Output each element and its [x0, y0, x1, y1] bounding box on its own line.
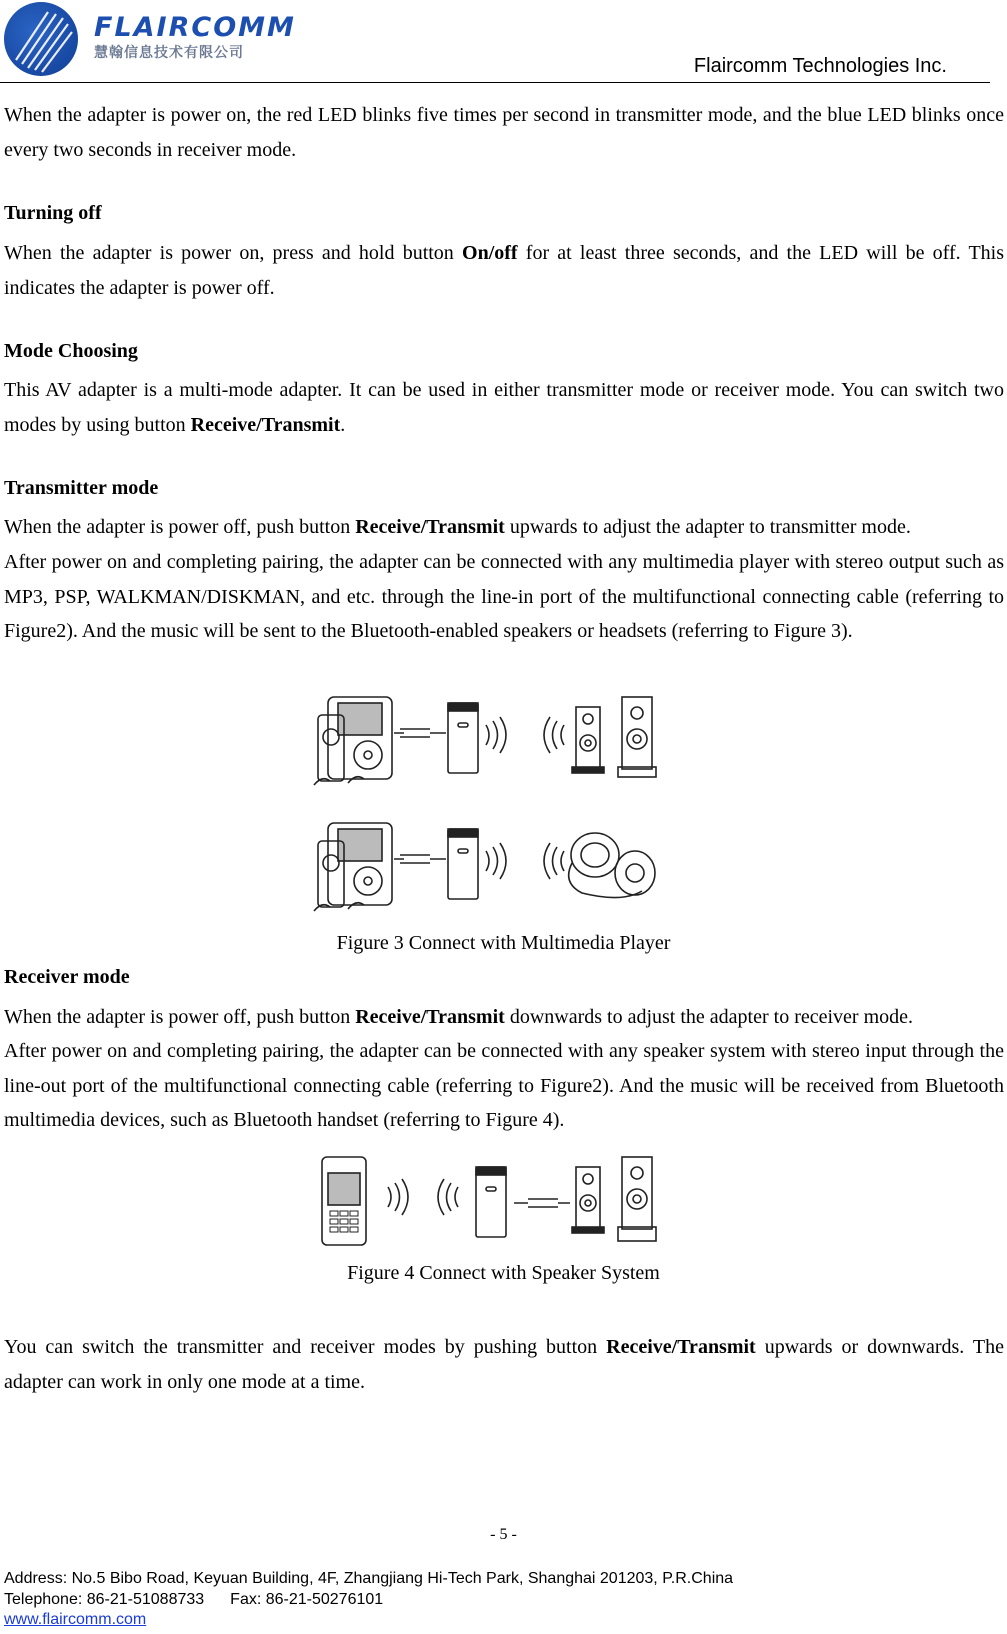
- receiver-paragraph: After power on and completing pairing, the adapter can be connected with any speaker system with stereo input through the line-out port of the multifunctional connecting cable (referring to Figure2). And the music will be received from Bluetooth multimedia devices, such as Bluetooth handset (referring to Figure 4).: [4, 1040, 1004, 1132]
- receiver-mode-heading: Receiver mode: [4, 966, 130, 988]
- header-divider: [0, 82, 990, 83]
- receiver-line1: When the adapter is power off, push button Receive/Transmit downwards to adjust the adapter to receiver mode.: [4, 1006, 914, 1028]
- company-logo-icon: [4, 2, 78, 76]
- mode-choosing-heading: Mode Choosing: [4, 340, 138, 362]
- transmitter-paragraph: After power on and completing pairing, the adapter can be connected with any multimedia player with stereo output such as MP3, PSP, WALKMAN/DISKMAN, and etc. through the line-in port of the multifunctional connecting cable (referring to Figure2). And the music will be sent to the Bluetooth-enabled speakers or headsets (referring to Figure 3).: [4, 551, 1004, 643]
- footer-telephone: Telephone: 86-21-51088733: [4, 1591, 205, 1608]
- footer-address: Address: No.5 Bibo Road, Keyuan Building, 4F, Zhangjiang Hi-Tech Park, Shanghai 201203, P.R.China: [4, 1570, 734, 1587]
- turning-off-paragraph: When the adapter is power on, press and hold button On/off for at least three seconds, and the LED will be off. This indicates the adapter is power off.: [4, 242, 1005, 299]
- mode-choosing-paragraph: This AV adapter is a multi-mode adapter. It can be used in either transmitter mode or receiver mode. You can switch two modes by using button Receive/Transmit.: [4, 379, 1004, 436]
- adapter-icon: [448, 703, 478, 773]
- figure-3-illustration: [310, 693, 660, 918]
- on-off-button-label: On/off: [462, 242, 518, 264]
- transmitter-mode-heading: Transmitter mode: [4, 477, 159, 499]
- website-link[interactable]: www.flaircomm.com: [4, 1611, 147, 1628]
- speaker-icon: [576, 1167, 600, 1229]
- figure-4-illustration: [318, 1153, 660, 1249]
- adapter-icon: [476, 1167, 506, 1237]
- figure-4-caption: Figure 4 Connect with Speaker System: [347, 1262, 660, 1284]
- led-intro-paragraph: When the adapter is power on, the red LED blinks five times per second in transmitter mode, and the blue LED blinks once every two seconds in receiver mode.: [4, 104, 1004, 161]
- figure-3-caption: Figure 3 Connect with Multimedia Player: [336, 932, 671, 954]
- speaker-icon: [576, 707, 600, 769]
- footer-website: [4, 1611, 146, 1629]
- transmitter-line1: When the adapter is power off, push button Receive/Transmit upwards to adjust the adapter to transmitter mode.: [4, 516, 911, 538]
- page-number: - 5 -: [490, 1526, 517, 1543]
- closing-paragraph: You can switch the transmitter and receiver modes by pushing button Receive/Transmit upwards or downwards. The adapter can work in only one mode at a time.: [4, 1336, 1004, 1393]
- footer-fax: Fax: 86-21-50276101: [230, 1591, 384, 1608]
- company-name: Flaircomm Technologies Inc.: [693, 55, 947, 77]
- turning-off-heading: Turning off: [4, 202, 102, 224]
- logo-wordmark: FLAIRCOMM: [94, 12, 296, 43]
- headset-icon: [571, 833, 619, 877]
- footer-contact: [4, 1591, 383, 1609]
- logo-chinese-name: 慧翰信息技术有限公司: [94, 45, 244, 61]
